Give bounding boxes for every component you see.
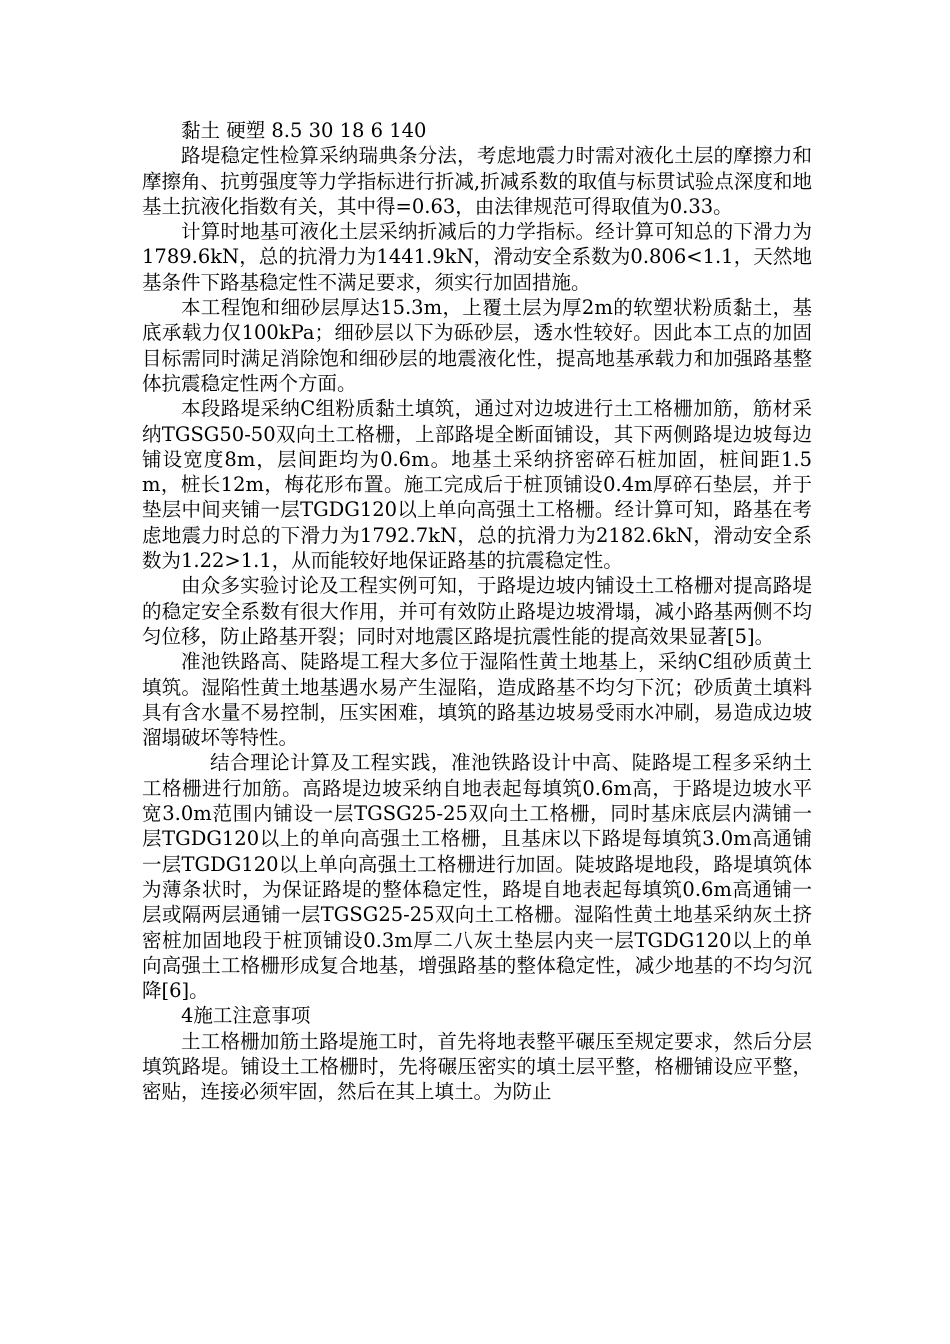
paragraph-construction: 土工格栅加筋土路堤施工时，首先将地表整平碾压至规定要求，然后分层填筑路堤。铺设土工格栅时，先将碾压密实的填土层平整，格栅铺设应平整，密贴，连接必须牢固，然后在其上填土。为防止	[142, 1029, 812, 1104]
paragraph-design-practice: 结合理论计算及工程实践，准池铁路设计中高、陡路堤工程多采纳土工格栅进行加筋。高路堤边坡采纳自地表起每填筑0.6m高，于路堤边坡水平宽3.0m范围内铺设一层TGSG25-25双向土工格栅，同时基床底层内满铺一层TGDG120以上的单向高强土工格栅，且基床以下路堤每填筑3.0m高通铺一层TGDG120以上单向高强土工格栅进行加固。陡坡路堤地段，路堤填筑体为薄条状时，为保证路堤的整体稳定性，路堤自地表起每填筑0.6m高通铺一层或隔两层通铺一层TGSG25-25双向土工格栅。湿陷性黄土地基采纳灰土挤密桩加固地段于桩顶铺设0.3m厚二八灰土垫层内夹一层TGDG120以上的单向高强土工格栅形成复合地基，增强路基的整体稳定性，减少地基的不均匀沉降[6]。	[142, 751, 812, 1003]
table-row-clay: 黏土 硬塑 8.5 30 18 6 140	[181, 119, 427, 142]
paragraph-loess-foundation: 准池铁路高、陡路堤工程大多位于湿陷性黄土地基上，采纳C组砂质黄土填筑。湿陷性黄土地基遇水易产生湿陷，造成路基不均匀下沉；砂质黄土填料具有含水量不易控制，压实困难，填筑的路基边坡易受雨水冲刷，易造成边坡溜塌破坏等特性。	[142, 650, 812, 750]
paragraph-geogrid-effect: 由众多实验讨论及工程实例可知，于路堤边坡内铺设土工格栅对提高路堤的稳定安全系数有很大作用，并可有效防止路堤边坡滑塌，减小路基两侧不均匀位移，防止路基开裂；同时对地震区路堤抗震性能的提高效果显著[5]。	[142, 574, 812, 648]
paragraph-embankment-design: 本段路堤采纳C组粉质黏土填筑，通过对边坡进行土工格栅加筋，筋材采纳TGSG50-50双向土工格栅，上部路堤全断面铺设，其下两侧路堤边坡每边铺设宽度8m，层间距均为0.6m。地基土采纳挤密碎石桩加固，桩间距1.5m，桩长12m，梅花形布置。施工完成后于桩顶铺设0.4m厚碎石垫层，并于垫层中间夹铺一层TGDG120以上单向高强土工格栅。经计算可知，路基在考虑地震力时总的下滑力为1792.7kN，总的抗滑力为2182.6kN，滑动安全系数为1.22>1.1，从而能较好地保证路基的抗震稳定性。	[142, 397, 812, 573]
paragraph-calculation-result: 计算时地基可液化土层采纳折减后的力学指标。经计算可知总的下滑力为1789.6kN，总的抗滑力为1441.9kN，滑动安全系数为0.806<1.1，天然地基条件下路基稳定性不满足要求，须实行加固措施。	[142, 220, 812, 294]
document-page	[142, 118, 812, 1105]
paragraph-stability-method: 路堤稳定性检算采纳瑞典条分法，考虑地震力时需对液化土层的摩擦力和摩擦角、抗剪强度等力学指标进行折减,折减系数的取值与标贯试验点深度和地基土抗液化指数有关，其中得=0.63，由法律规范可得取值为0.33。	[142, 144, 812, 218]
section-heading-construction-notes: 4施工注意事项	[181, 1004, 311, 1028]
paragraph-reinforcement-goal: 本工程饱和细砂层厚达15.3m，上覆土层为厚2m的软塑状粉质黏土，基底承载力仅100kPa；细砂层以下为砾砂层，透水性较好。因此本工点的加固目标需同时满足消除饱和细砂层的地震液化性，提高地基承载力和加强路基整体抗震稳定性两个方面。	[142, 296, 812, 395]
